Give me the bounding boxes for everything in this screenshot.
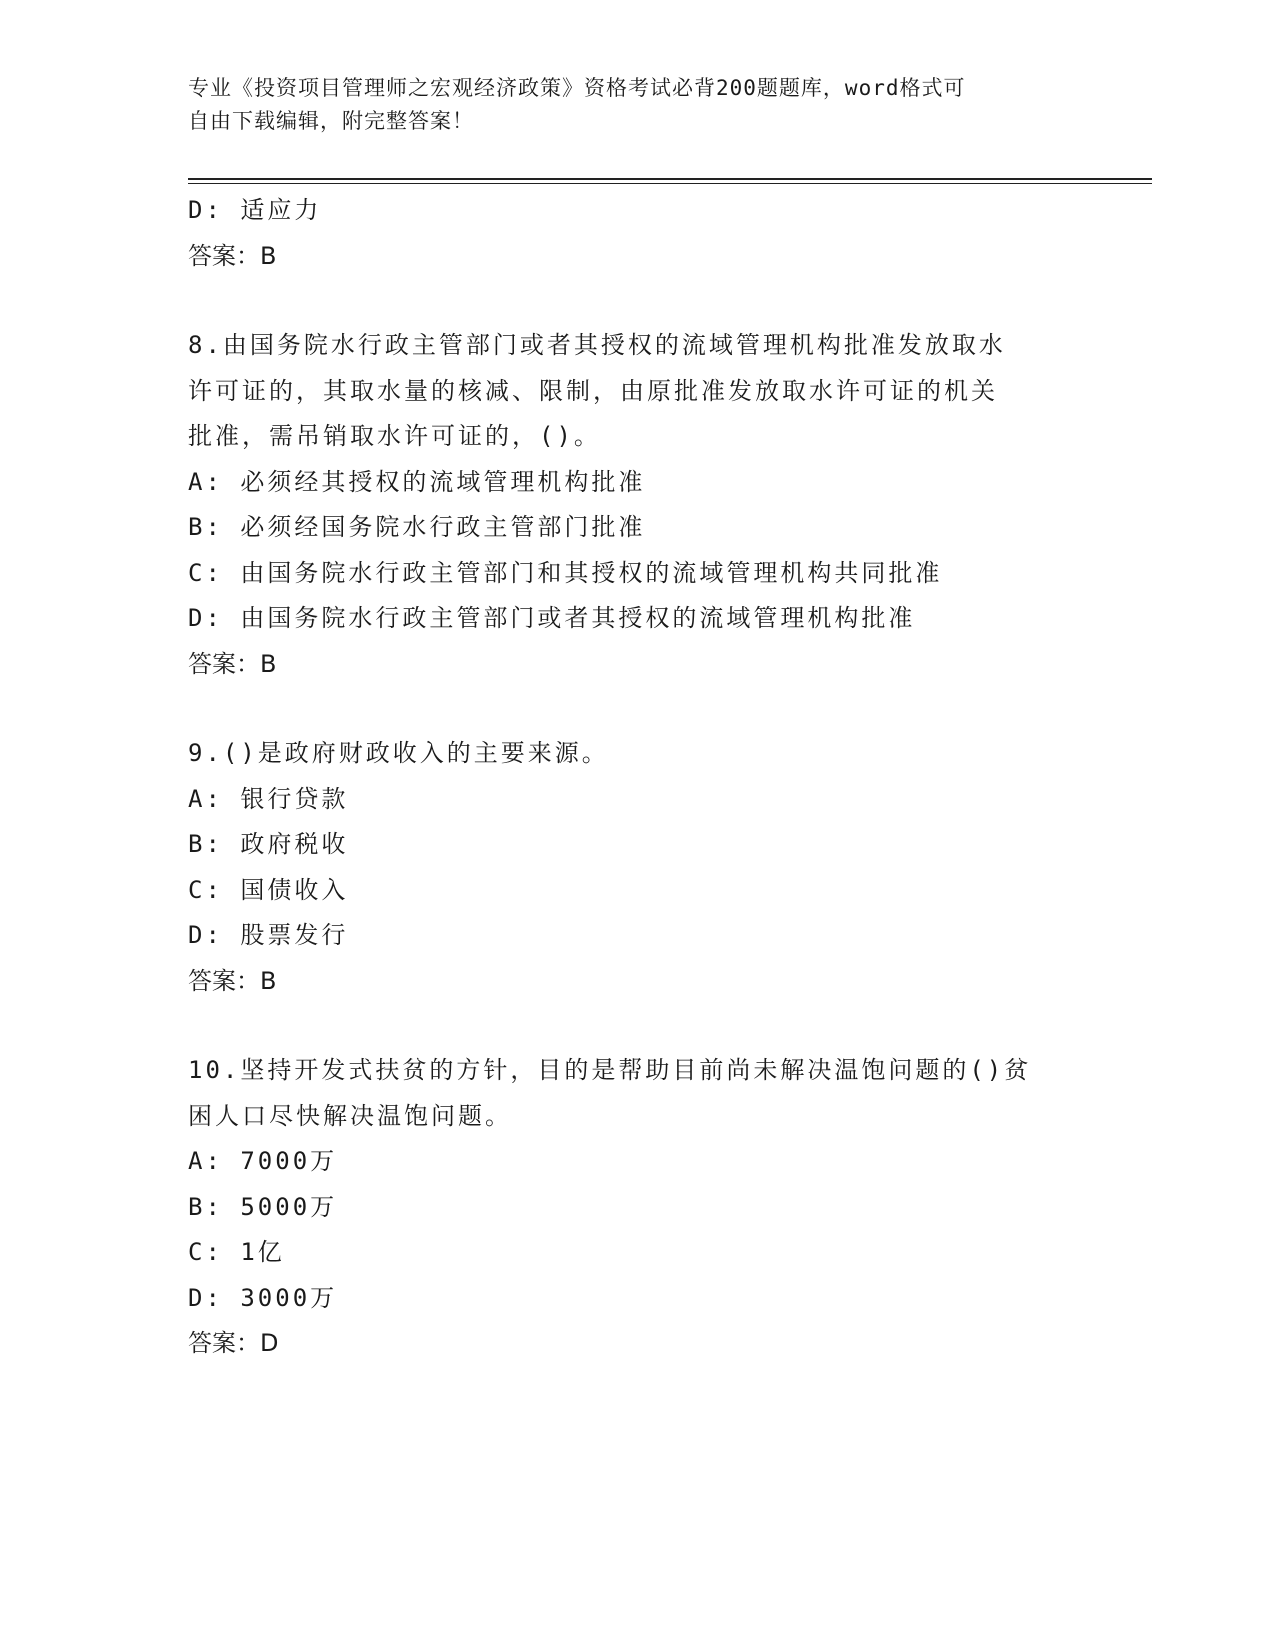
option-d: D: 3000万 xyxy=(188,1283,338,1312)
answer-line: 答案：B xyxy=(188,241,277,270)
answer-line: 答案：B xyxy=(188,966,277,995)
header-divider-thin xyxy=(188,183,1152,184)
option-a: A: 7000万 xyxy=(188,1147,338,1175)
option-c: C: 由国务院水行政主管部门和其授权的流域管理机构共同批准 xyxy=(188,558,943,587)
question-stem-line: 困人口尽快解决温饱问题。 xyxy=(188,1101,512,1130)
header-divider-thick xyxy=(188,178,1152,180)
option-b: B: 5000万 xyxy=(188,1192,338,1221)
question-list xyxy=(188,188,1088,1367)
question-stem-line: 批准，需吊销取水许可证的，()。 xyxy=(188,422,601,450)
option-b: B: 必须经国务院水行政主管部门批准 xyxy=(188,513,646,541)
option-c: C: 1亿 xyxy=(188,1238,285,1266)
question-stem-line: 10.坚持开发式扶贫的方针，目的是帮助目前尚未解决温饱问题的()贫 xyxy=(188,1056,1032,1084)
spacer xyxy=(188,279,1088,323)
option-d: D: 股票发行 xyxy=(188,921,349,949)
answer-line: 答案：D xyxy=(188,1329,279,1357)
question-stem-line: 8.由国务院水行政主管部门或者其授权的流域管理机构批准发放取水 xyxy=(188,331,1006,359)
document-header xyxy=(188,72,1068,138)
question-stem-line: 9.()是政府财政收入的主要来源。 xyxy=(188,739,609,767)
answer-line: 答案：B xyxy=(188,649,277,678)
option-a: A: 必须经其授权的流域管理机构批准 xyxy=(188,467,646,496)
question-stem-line: 许可证的，其取水量的核减、限制，由原批准发放取水许可证的机关 xyxy=(188,376,998,405)
question-9 xyxy=(188,731,1088,1004)
header-title-line-2: 自由下载编辑，附完整答案！ xyxy=(188,109,474,133)
option-b: B: 政府税收 xyxy=(188,830,349,858)
question-10 xyxy=(188,1048,1088,1367)
question-8 xyxy=(188,323,1088,687)
prev-question-block xyxy=(188,188,1088,279)
header-title-line-1: 专业《投资项目管理师之宏观经济政策》资格考试必背200题题库，word格式可 xyxy=(188,76,966,100)
option-d: D: 由国务院水行政主管部门或者其授权的流域管理机构批准 xyxy=(188,604,916,632)
spacer xyxy=(188,687,1088,731)
spacer xyxy=(188,1004,1088,1048)
option-d: D: 适应力 xyxy=(188,196,322,224)
option-c: C: 国债收入 xyxy=(188,875,349,904)
option-a: A: 银行贷款 xyxy=(188,784,349,813)
